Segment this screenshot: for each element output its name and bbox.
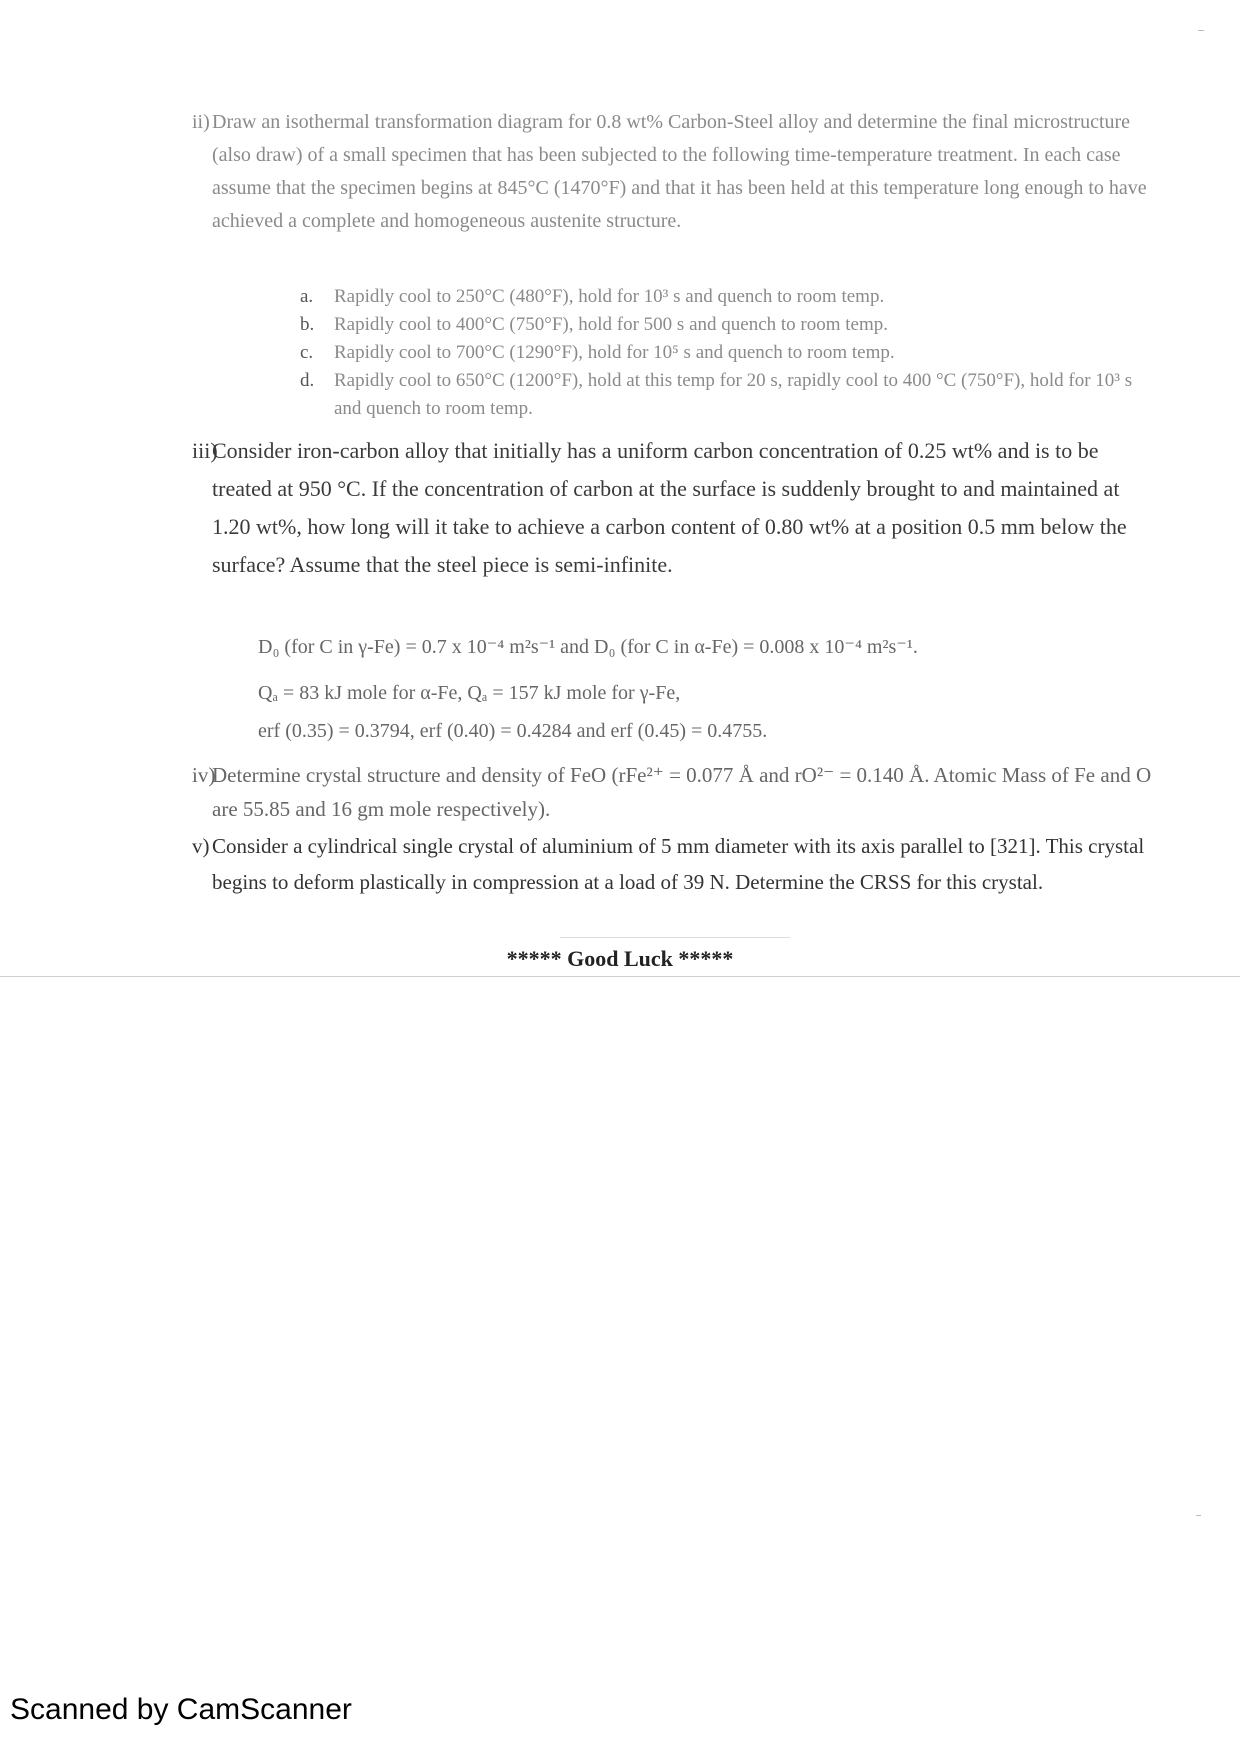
question-text: Consider a cylindrical single crystal of aluminium of 5 mm diameter with its axis parallel to [321]. This crystal begins to deform plastically in compression at a load of 39 N. Determine the CRSS for this crystal. [212,834,1145,894]
question-number: v) [192,834,210,858]
erf-values: erf (0.35) = 0.3794, erf (0.40) = 0.4284 and erf (0.45) = 0.4755. [258,720,768,742]
option-text: Rapidly cool to 250°C (480°F), hold for 10³ s and quench to room temp. [334,286,885,307]
option-label: b. [300,314,315,335]
question-number: iv) [192,763,216,787]
question-ii [192,106,1152,238]
diffusion-constants: D₀ (for C in γ-Fe) = 0.7 x 10⁻⁴ m²s⁻¹ and D₀ (for C in α-Fe) = 0.008 x 10⁻⁴ m²s⁻¹. [258,636,918,658]
option-text: Rapidly cool to 400°C (750°F), hold for 500 s and quench to room temp. [334,314,888,335]
page-edge-line [0,976,1240,977]
option-item [300,283,1160,311]
option-list [300,283,1160,423]
option-text: Rapidly cool to 700°C (1290°F), hold for 10⁵ s and quench to room temp. [334,342,895,363]
option-item [300,367,1160,423]
scan-speck [1198,30,1204,31]
closing-message: ***** Good Luck ***** [506,946,734,971]
option-item [300,311,1160,339]
question-iii [192,432,1152,584]
option-item [300,339,1160,367]
question-v [192,828,1152,900]
option-label: d. [300,370,315,391]
scan-speck [1196,1515,1201,1516]
activation-energies: Qₐ = 83 kJ mole for α-Fe, Qₐ = 157 kJ mole for γ-Fe, [258,682,681,704]
option-label: c. [300,342,314,363]
question-text: Draw an isothermal transformation diagram for 0.8 wt% Carbon-Steel alloy and determine the final microstructure (also draw) of a small specimen that has been subjected to the following time-temperature treatment. In each case assume that the specimen begins at 845°C (1470°F) and that it has been held at this temperature long enough to have achieved a complete and homogeneous austenite structure. [212,111,1147,232]
scanner-watermark: Scanned by CamScanner [10,1693,352,1726]
option-text: Rapidly cool to 650°C (1200°F), hold at this temp for 20 s, rapidly cool to 400 °C (750°F), hold for 10³ s and quench to room temp. [334,370,1133,419]
option-label: a. [300,286,314,307]
question-text: Determine crystal structure and density of FeO (rFe²⁺ = 0.077 Å and rO²⁻ = 0.140 Å. Atomic Mass of Fe and O are 55.85 and 16 gm mole respectively). [212,763,1152,821]
question-number: ii) [192,111,210,133]
divider [560,937,790,938]
question-text: Consider iron-carbon alloy that initially has a uniform carbon concentration of 0.25 wt% and is to be treated at 950 °C. If the concentration of carbon at the surface is suddenly brought to and maintained at 1.20 wt%, how long will it take to achieve a carbon content of 0.80 wt% at a position 0.5 mm below the surface? Assume that the steel piece is semi-infinite. [212,438,1127,577]
question-number: iii) [192,438,218,463]
question-iv [192,758,1152,826]
